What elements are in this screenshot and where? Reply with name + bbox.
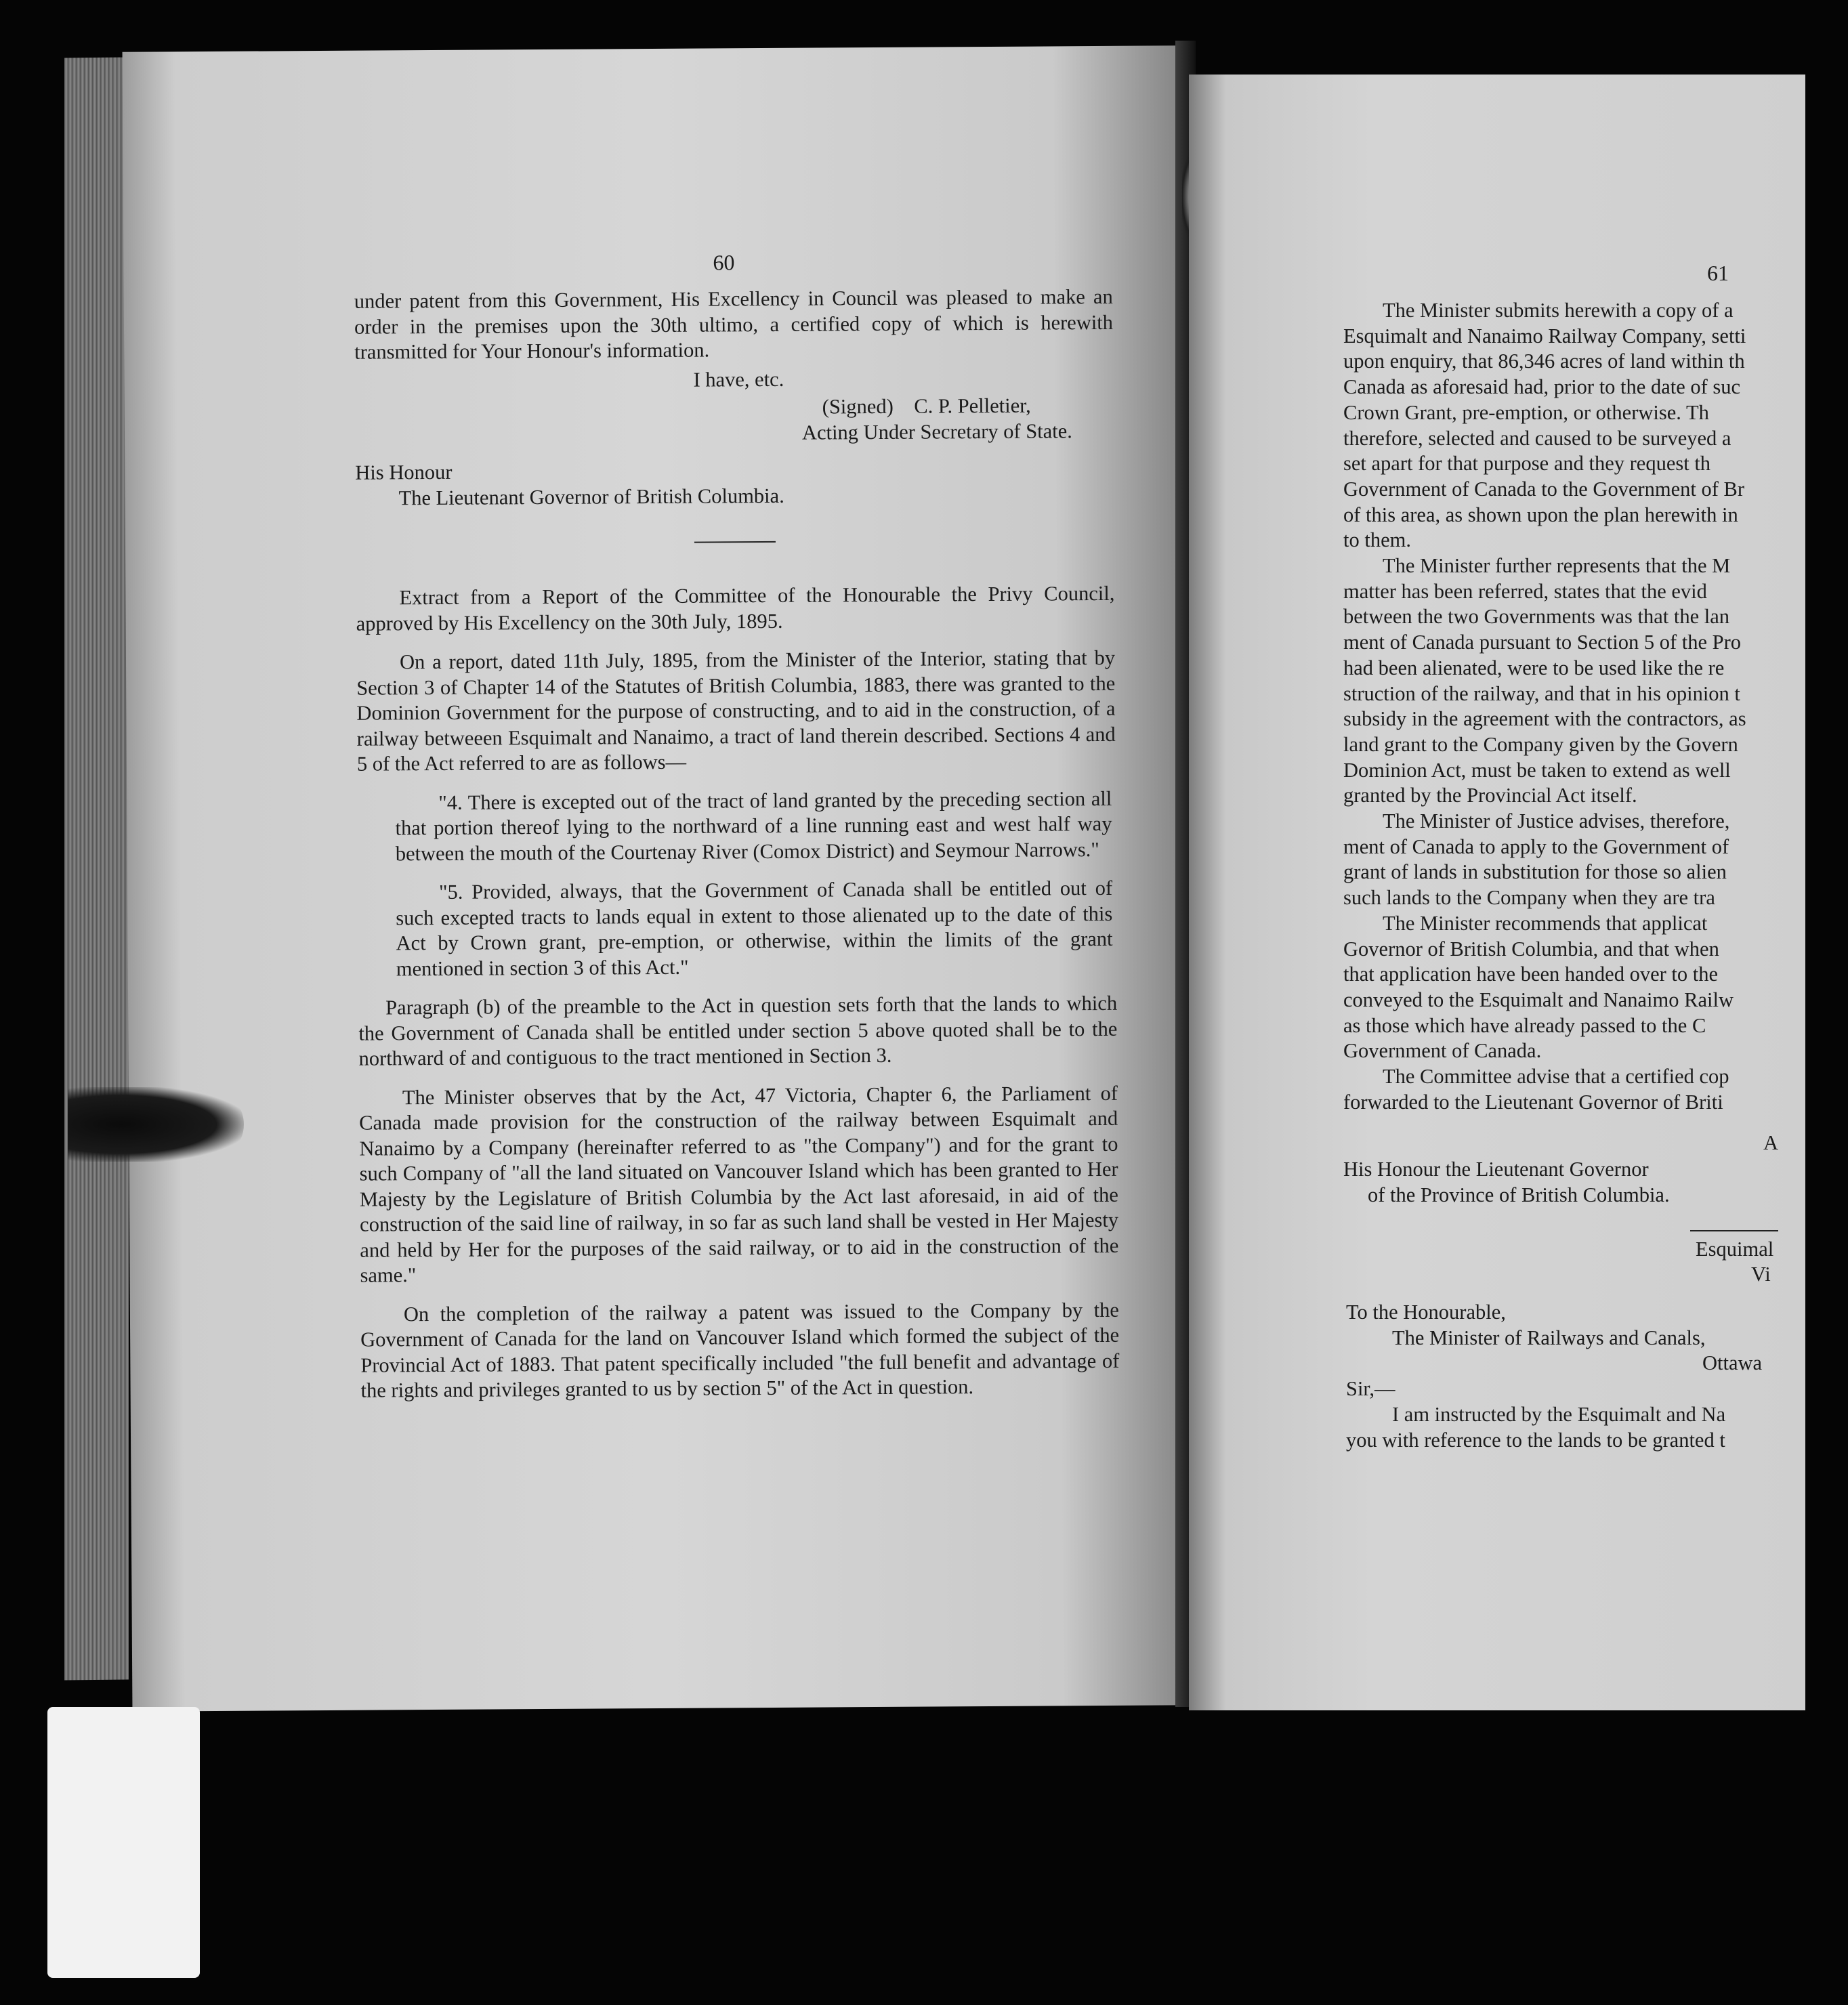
text-line: upon enquiry, that 86,346 acres of land within th — [1343, 350, 1745, 373]
letter-header-1: Esquimal — [1696, 1237, 1774, 1261]
text-line: conveyed to the Esquimalt and Nanaimo Railw — [1343, 988, 1734, 1011]
preamble-paragraph: Paragraph (b) of the preamble to the Act in question sets forth that the lands to which the Government of Canada shall be entitled under section 5 above quoted shall be to the northward of and contiguous to the tract mentioned in Section 3. — [358, 991, 1118, 1070]
text-line: therefore, selected and caused to be surveyed a — [1343, 426, 1731, 450]
opening-paragraph: under patent from this Government, His Excellency in Council was pleased to make an order in the premises upon the 30th ultimo, a certified copy of which is herewith transmitted for Your Honour's information. — [354, 284, 1114, 364]
page-number-left: 60 — [713, 250, 735, 275]
right-page — [1189, 75, 1805, 1710]
text-line: The Minister submits herewith a copy of a — [1383, 299, 1734, 322]
recipient-line-3: Ottawa — [1702, 1351, 1763, 1375]
text-line: Dominion Act, must be taken to extend as well — [1343, 758, 1731, 782]
text-line: set apart for that purpose and they request th — [1343, 452, 1711, 476]
text-line: Esquimalt and Nanaimo Railway Company, setti — [1343, 324, 1746, 347]
signed-title: Acting Under Secretary of State. — [801, 419, 1072, 444]
text-line: forwarded to the Lieutenant Governor of Briti — [1343, 1090, 1723, 1114]
recipient-line-1: To the Honourable, — [1346, 1301, 1506, 1324]
paragraph-4 — [1343, 911, 1805, 1064]
addressee-line-2: The Lieutenant Governor of British Columbia. — [398, 484, 784, 509]
text-line: such lands to the Company when they are tra — [1343, 886, 1715, 910]
minister-observes-paragraph: The Minister observes that by the Act, 47 Victoria, Chapter 6, the Parliament of Canada made provision for the construction of the railway between Esquimalt and Nanaimo by a Company (hereinafter referred to as "the Company") and for the grant to such Company of "all the land situated on Vancouver Island which has been granted to Her Majesty by the Legislature of British Columbia by the Act last aforesaid, in aid of the construction of the said line of railway, in so far as such land shall be vested in Her Majesty and held by Her for the purposes of the said railway, or to aid in the construction of the same." — [359, 1081, 1119, 1287]
paragraph-3 — [1343, 809, 1805, 911]
text-line: Government of Canada to the Government of Br — [1343, 477, 1745, 501]
right-page-text — [1343, 298, 1805, 1453]
signed-label: (Signed) — [822, 394, 894, 419]
page-number-right: 61 — [1707, 261, 1729, 285]
paragraph-1 — [1343, 298, 1805, 553]
text-line: granted by the Provincial Act itself. — [1343, 784, 1637, 807]
addressee-line-2: of the Province of British Columbia. — [1368, 1183, 1670, 1206]
letter-body-line-2: you with reference to the lands to be granted t — [1346, 1428, 1725, 1452]
closing-line: I have, etc. — [693, 367, 784, 392]
text-line: grant of lands in substitution for those so alien — [1343, 860, 1727, 884]
completion-paragraph: On the completion of the railway a patent was issued to the Company by the Government of Canada for the land on Vancouver Island which formed the subject of the Provincial Act of 1883. That patent specifically included "the full benefit and advantage of the rights and privileges granted to us by section 5" of the Act in question. — [360, 1298, 1120, 1402]
book-page-edges — [64, 58, 129, 1681]
text-line: Canada as aforesaid had, prior to the date of suc — [1343, 375, 1741, 399]
quote-section-5: "5. Provided, always, that the Government of Canada shall be entitled out of such excepted tracts to lands equal in extent to those alienated up to the date of this Act by Crown grant, pre-emption, or otherwise, within the limits of the grant mentioned in section 3 of this Act." — [396, 876, 1113, 980]
text-line: The Minister further represents that the M — [1383, 554, 1731, 578]
extract-heading: Extract from a Report of the Committee of the Honourable the Privy Council, approved by His Excellency on the 30th July, 1895. — [356, 581, 1115, 635]
section-divider-right — [1690, 1230, 1778, 1231]
quote-section-4: "4. There is excepted out of the tract of land granted by the preceding section all that portion thereof lying to the northward of a line running east and west half way between the mouth of the Courtenay River (Comox District) and Seymour Narrows." — [395, 786, 1112, 865]
paragraph-5 — [1343, 1064, 1805, 1115]
pointer-shadow — [68, 1087, 244, 1162]
paragraph-2 — [1343, 553, 1805, 809]
letter-header-2: Vi — [1751, 1263, 1771, 1286]
text-line: ment of Canada to apply to the Government of — [1343, 835, 1729, 858]
text-line: had been alienated, were to be used like the re — [1343, 656, 1725, 679]
text-line: Government of Canada. — [1343, 1039, 1542, 1063]
section-divider — [694, 541, 776, 543]
text-line: struction of the railway, and that in his opinion t — [1343, 681, 1740, 705]
signature-fragment: A — [1763, 1131, 1779, 1154]
text-line: of this area, as shown upon the plan herewith in — [1343, 503, 1738, 526]
left-page — [123, 45, 1190, 1711]
addressee-line-1: His Honour the Lieutenant Governor — [1343, 1158, 1649, 1181]
report-paragraph: On a report, dated 11th July, 1895, from the Minister of the Interior, stating that by Section 3 of Chapter 14 of the Statutes of British Columbia, 1883, there was granted to the Dominion Government for the purpose of constructing, and to aid in the construction, of a railway betweeen Esquimalt and Nanaimo, a tract of land therein described. Sections 4 and 5 of the Act referred to are as follows— — [356, 646, 1116, 776]
text-line: land grant to the Company given by the Govern — [1343, 732, 1738, 756]
text-line: ment of Canada pursuant to Section 5 of the Pro — [1343, 631, 1742, 654]
text-line: The Minister of Justice advises, therefore, — [1383, 809, 1730, 833]
recipient-line-2: The Minister of Railways and Canals, — [1392, 1326, 1706, 1349]
text-line: that application have been handed over to the — [1343, 963, 1719, 986]
text-line: between the two Governments was that the lan — [1343, 605, 1730, 629]
text-line: The Committee advise that a certified cop — [1383, 1065, 1729, 1089]
text-line: subsidy in the agreement with the contractors, as — [1343, 707, 1746, 731]
text-line: to them. — [1343, 528, 1411, 552]
signature-line — [355, 393, 1114, 423]
left-page-text — [354, 284, 1120, 1417]
calibration-card — [47, 1707, 200, 1978]
letter-body-line-1: I am instructed by the Esquimalt and Na — [1392, 1402, 1726, 1426]
addressee-line-1: His Honour — [355, 460, 453, 484]
text-line: matter has been referred, states that the evid — [1343, 579, 1707, 603]
text-line: The Minister recommends that applicat — [1383, 911, 1708, 935]
salutation: Sir,— — [1346, 1377, 1395, 1401]
text-line: Crown Grant, pre-emption, or otherwise. Th — [1343, 400, 1709, 424]
text-line: Governor of British Columbia, and that when — [1343, 937, 1719, 961]
text-line: as those which have already passed to the C — [1343, 1013, 1706, 1037]
signed-name: C. P. Pelletier, — [914, 394, 1031, 418]
